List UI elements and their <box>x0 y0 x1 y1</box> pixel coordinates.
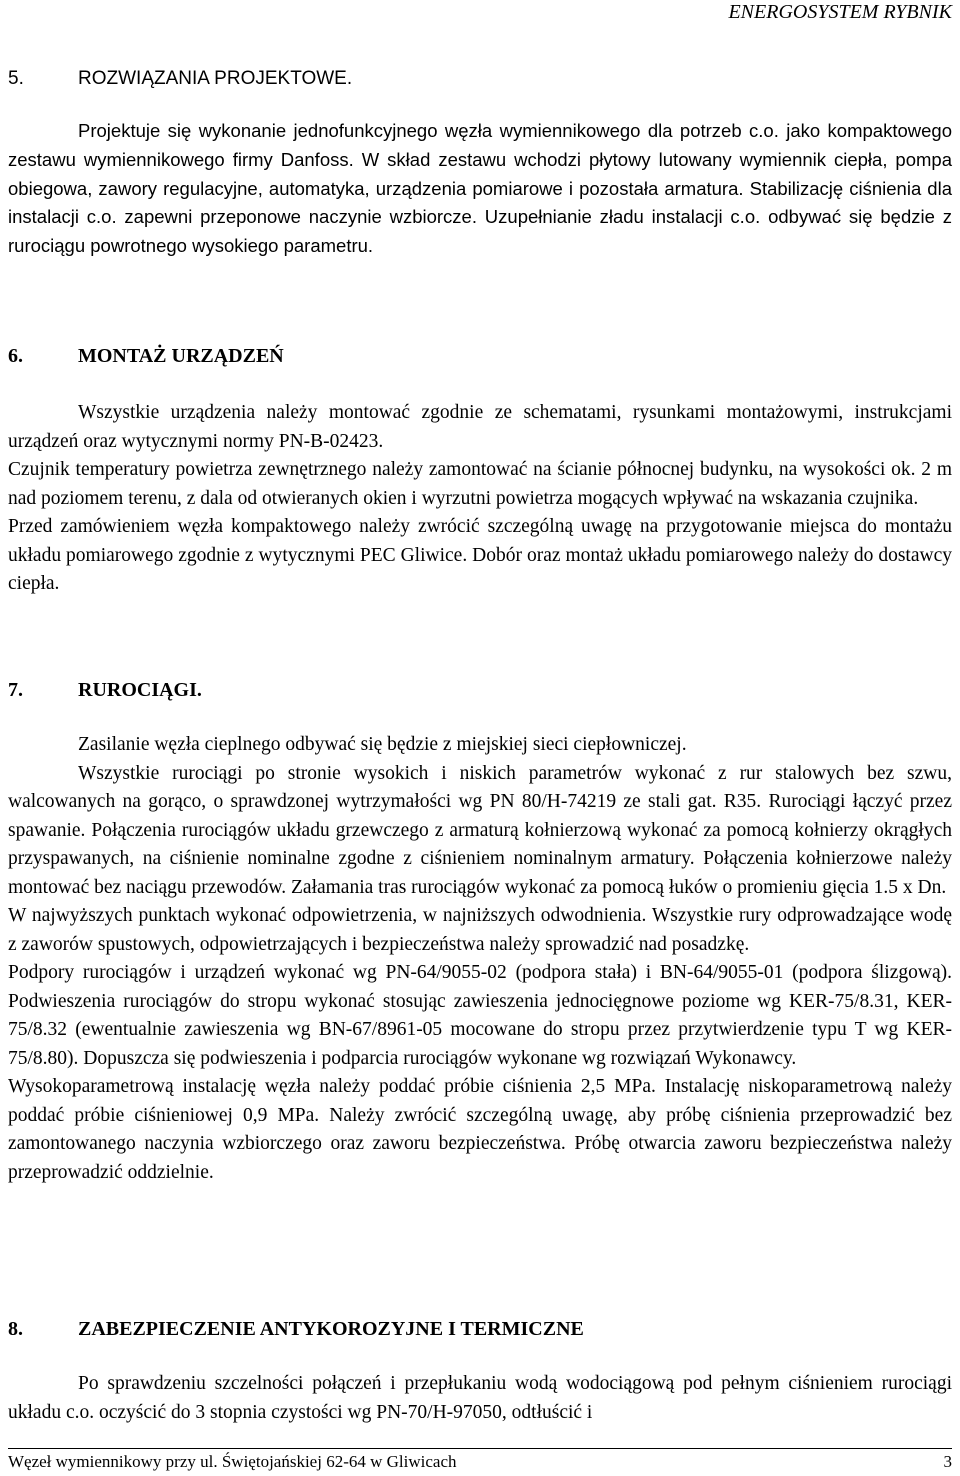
section-number: 5. <box>8 68 24 89</box>
section-title: RUROCIĄGI. <box>78 679 202 701</box>
section-title: ZABEZPIECZENIE ANTYKOROZYJNE I TERMICZNE <box>78 1318 584 1340</box>
section-7-heading <box>8 677 202 703</box>
paragraph: Projektuje się wykonanie jednofunkcyjnego węzła wymiennikowego dla potrzeb c.o. jako kompaktowego zestawu wymiennikowego firmy Danfoss. W skład zestawu wchodzi płytowy lutowany wymiennik ciepła, pompa obiegowa, zawory regulacyjne, automatyka, urządzenia pomiarowe i pozostała armatura. Stabilizację ciśnienia dla instalacji c.o. zapewni przeponowe naczynie wzbiorcze. Uzupełnianie zładu instalacji c.o. odbywać się będzie z rurociągu powrotnego wysokiego parametru. <box>8 120 952 257</box>
section-title: ROZWIĄZANIA PROJEKTOWE. <box>78 68 353 89</box>
footer-divider <box>8 1448 952 1449</box>
footer-title: Węzeł wymiennikowy przy ul. Świętojańskiej 62-64 w Gliwicach <box>8 1452 457 1471</box>
section-5-heading <box>8 66 352 92</box>
page-number: 3 <box>943 1452 952 1471</box>
paragraph: Podpory rurociągów i urządzeń wykonać wg PN-64/9055-02 (podpora stała) i BN-64/9055-01 (podpora ślizgową). Podwieszenia rurociągów do stropu wykonać stosując zawieszenia jednocięgnowe poziome wg KER-75/8.31, KER-75/8.32 (ewentualnie zawieszenia wg BN-67/8961-05 mocowane do stropu przez przytwierdzenie typu T wg KER-75/8.80). Dopuszcza się podwieszenia i podparcia rurociągów wykonane wg rozwiązań Wykonawcy. <box>8 962 952 1069</box>
section-6-heading <box>8 343 284 369</box>
paragraph: Wysokoparametrową instalację węzła należy poddać próbie ciśnienia 2,5 MPa. Instalację niskoparametrową należy poddać próbie ciśnieniowej 0,9 MPa. Należy zwrócić szczególną uwagę, aby próbę ciśnienia przeprowadzić bez zamontowanego naczynia wzbiorczego oraz zaworu bezpieczeństwa. Próbę otwarcia zaworu bezpieczeństwa należy przeprowadzić oddzielnie. <box>8 1076 952 1183</box>
paragraph: Zasilanie węzła cieplnego odbywać się będzie z miejskiej sieci ciepłowniczej. <box>78 734 687 755</box>
section-8-heading <box>8 1316 584 1342</box>
section-8-body <box>8 1370 952 1427</box>
section-number: 6. <box>8 345 23 367</box>
section-number: 8. <box>8 1318 23 1340</box>
paragraph: W najwyższych punktach wykonać odpowietrzenia, w najniższych odwodnienia. Wszystkie rury odprowadzające wodę z zaworów spustowych, odpowietrzających i bezpieczeństwa należy sprowadzić nad posadzkę. <box>8 905 952 955</box>
paragraph: Czujnik temperatury powietrza zewnętrznego należy zamontować na ścianie północnej budynku, na wysokości ok. 2 m nad poziomem terenu, z dala od otwieranych okien i wyrzutni powietrza mogących wpływać na wskazania czujnika. <box>8 459 952 509</box>
section-6-body <box>8 399 952 599</box>
header-company: ENERGOSYSTEM RYBNIK <box>728 1 952 23</box>
paragraph: Wszystkie rurociągi po stronie wysokich i niskich parametrów wykonać z rur stalowych bez szwu, walcowanych na gorąco, o sprawdzonej wytrzymałości wg PN 80/H-74219 ze stali gat. R35. Rurociągi łączyć przez spawanie. Połączenia rurociągów układu grzewczego z armaturą kołnierzową wykonać za pomocą kołnierzy okrągłych przyspawanych, na ciśnienie nominalne zgodne z ciśnieniem nominalnym armatury. Połączenia kołnierzowe należy montować bez naciągu przewodów. Załamania tras rurociągów wykonać za pomocą łuków o promieniu gięcia 1.5 x Dn. <box>8 762 952 898</box>
section-5-body <box>8 117 952 261</box>
paragraph: Po sprawdzeniu szczelności połączeń i przepłukaniu wodą wodociągową pod pełnym ciśnieniem rurociągi układu c.o. oczyścić do 3 stopnia czystości wg PN-70/H-97050, odtłuścić i <box>8 1373 952 1423</box>
paragraph: Przed zamówieniem węzła kompaktowego należy zwrócić szczególną uwagę na przygotowanie miejsca do montażu układu pomiarowego zgodnie z wytycznymi PEC Gliwice. Dobór oraz montaż układu pomiarowego należy do dostawcy ciepła. <box>8 516 952 594</box>
paragraph: Wszystkie urządzenia należy montować zgodnie ze schematami, rysunkami montażowymi, instrukcjami urządzeń oraz wytycznymi normy PN-B-02423. <box>8 402 952 452</box>
section-7-body <box>8 731 952 1187</box>
section-title: MONTAŻ URZĄDZEŃ <box>78 345 284 367</box>
section-number: 7. <box>8 679 23 701</box>
